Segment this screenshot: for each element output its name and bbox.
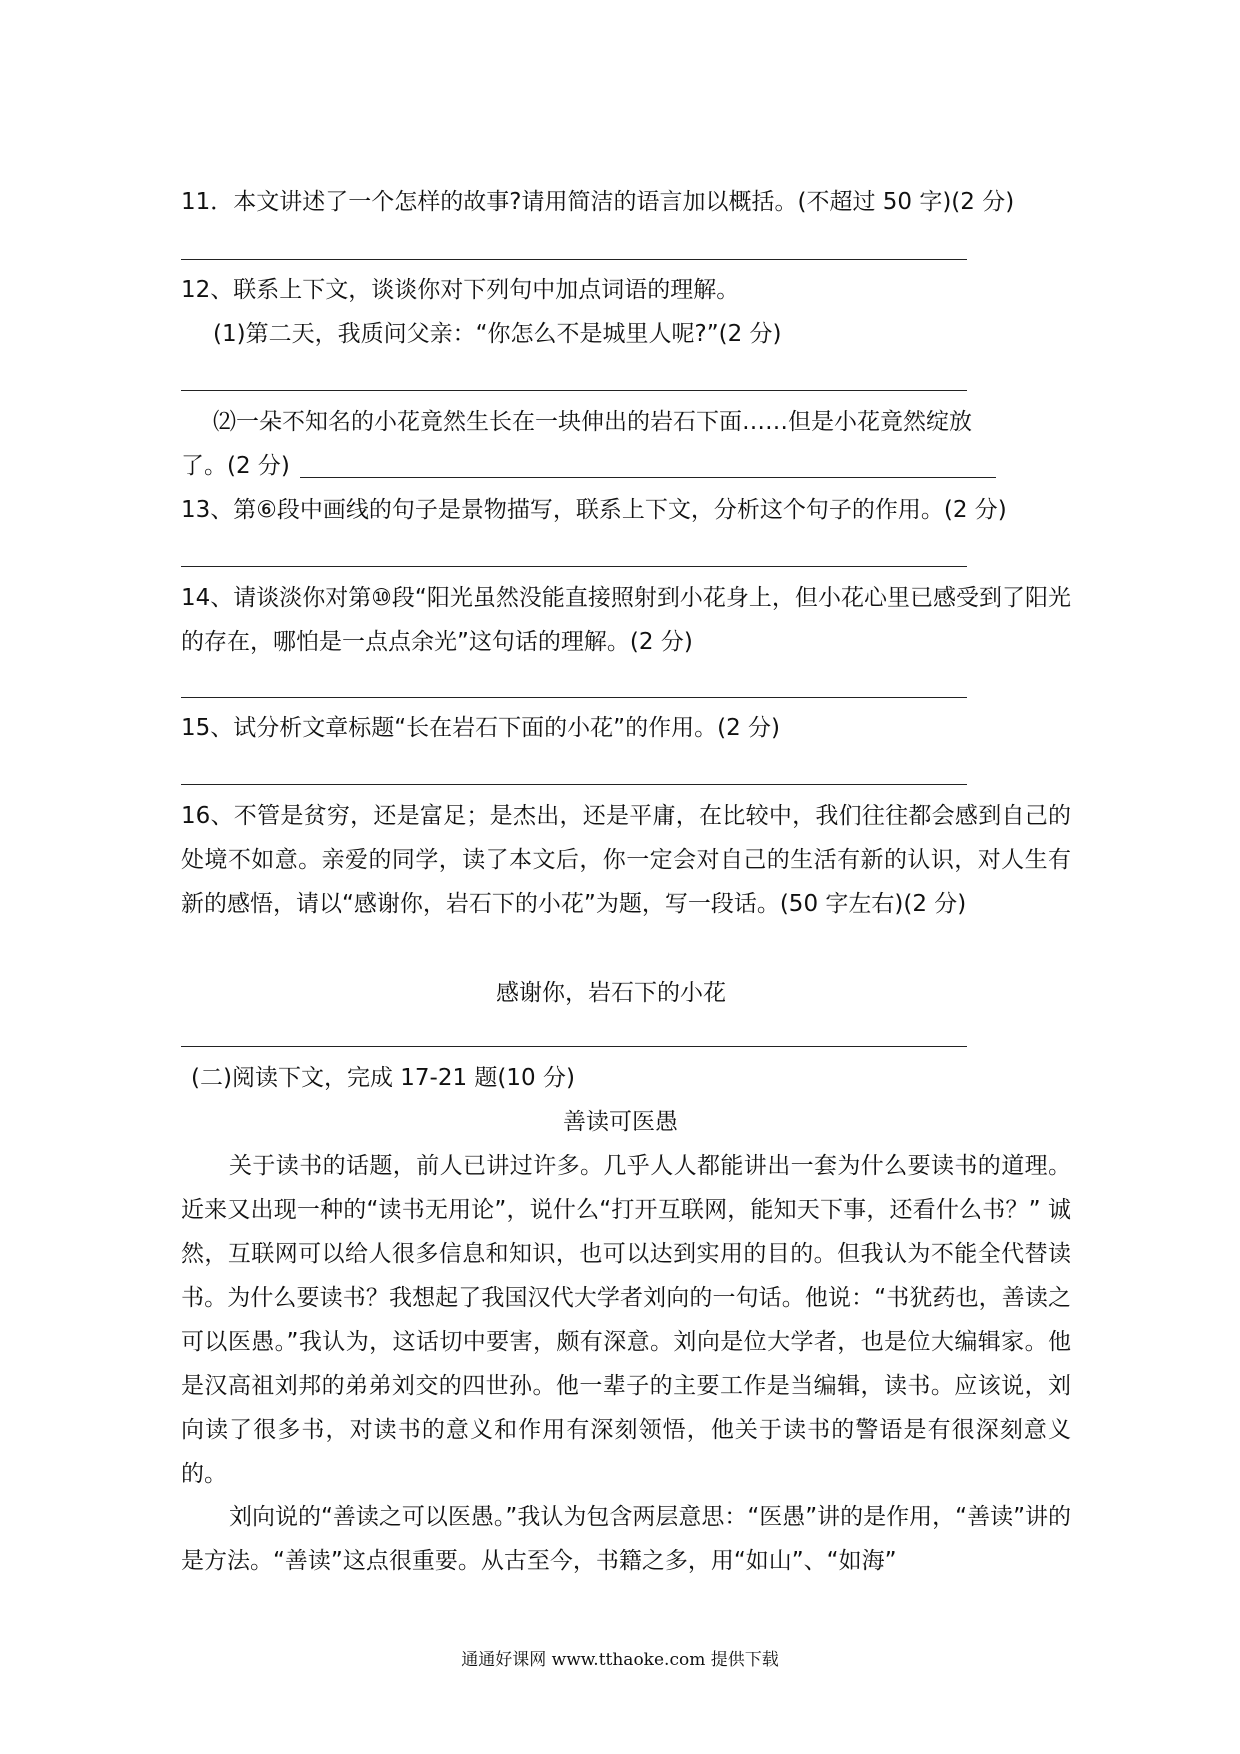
answer-line-16[interactable] (181, 1046, 967, 1047)
essay-title: 感谢你，岩石下的小花 (496, 980, 726, 1006)
section-2-intro: (二)阅读下文，完成 17-21 题(10 分) (191, 1065, 575, 1091)
article-paragraph-1: 关于读书的话题，前人已讲过许多。几乎人人都能讲出一套为什么要读书的道理。近来又出现一种的“读书无用论”，说什么“打开互联网，能知天下事，还看什么书？” 诚然，互联网可以给人很多信息和知识，也可以达到实用的目的。但我认为不能全代替读书。为什么要读书？我想起了我国汉代大学者刘向的一句话。他说：“书犹药也，善读之可以医愚。”我认为，这话切中要害，颇有深意。刘向是位大学者，也是位大编辑家。他是汉高祖刘邦的弟弟刘交的四世孙。他一辈子的主要工作是当编辑，读书。应该说，刘向读了很多书，对读书的意义和作用有深刻领悟，他关于读书的警语是有很深刻意义的。 (181, 1153, 1071, 1487)
answer-line-15[interactable] (181, 784, 967, 785)
question-13: 13、第⑥段中画线的句子是景物描写，联系上下文，分析这个句子的作用。(2 分) (181, 497, 1007, 523)
question-14: 14、请谈淡你对第⑩段“阳光虽然没能直接照射到小花身上，但小花心里已感受到了阳光的存在，哪怕是一点点余光”这句话的理解。(2 分) (181, 585, 1071, 655)
question-16: 16、不管是贫穷，还是富足；是杰出，还是平庸，在比较中，我们往往都会感到自己的处境不如意。亲爱的同学，读了本文后，你一定会对自己的生活有新的认识，对人生有新的感悟，请以“感谢你，岩石下的小花”为题，写一段话。(50 字左右)(2 分) (181, 803, 1071, 917)
article-paragraph-2: 刘向说的“善读之可以医愚。”我认为包含两层意思：“医愚”讲的是作用，“善读”讲的是方法。“善读”这点很重要。从古至今，书籍之多，用“如山”、“如海” (181, 1504, 1071, 1574)
page-footer: 通通好课网 www.tthaoke.com 提供下载 (461, 1650, 779, 1670)
answer-line-12-1[interactable] (181, 390, 967, 391)
question-12-sub-2: ⑵一朵不知名的小花竟然生长在一块伸出的岩石下面……但是小花竟然绽放 (213, 409, 972, 435)
answer-line-12-2[interactable] (300, 477, 996, 478)
article-title: 善读可医愚 (563, 1109, 678, 1135)
question-15: 15、试分析文章标题“长在岩石下面的小花”的作用。(2 分) (181, 715, 780, 741)
answer-line-13[interactable] (181, 566, 967, 567)
question-12-sub-1: (1)第二天，我质问父亲：“你怎么不是城里人呢?”(2 分) (213, 321, 782, 347)
question-12-sub-2-cont: 了。(2 分) (181, 453, 290, 479)
question-12: 12、联系上下文，谈谈你对下列句中加点词语的理解。 (181, 277, 740, 303)
answer-line-11[interactable] (181, 259, 967, 260)
question-11: 11．本文讲述了一个怎样的故事?请用简洁的语言加以概括。(不超过 50 字)(2 分) (181, 189, 1015, 215)
answer-line-14[interactable] (181, 697, 967, 698)
